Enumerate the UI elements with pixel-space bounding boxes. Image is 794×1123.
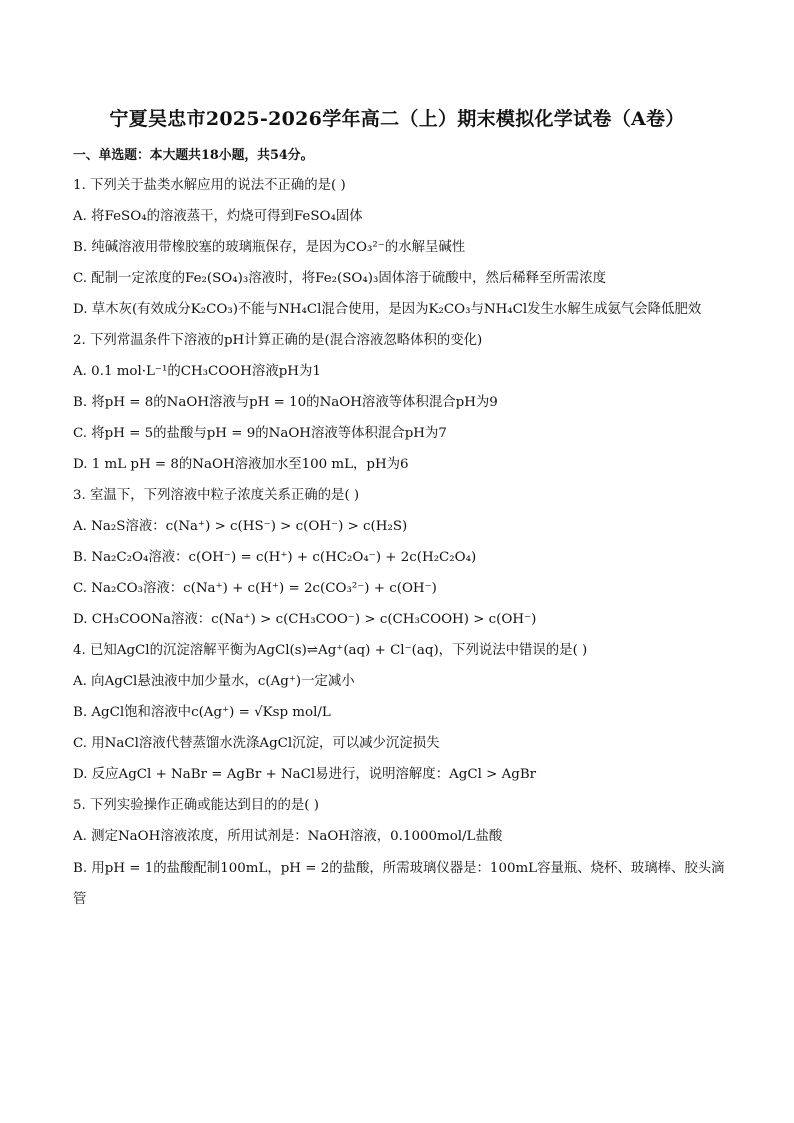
- question-4: 4. 已知AgCl的沉淀溶解平衡为AgCl(s)⇌Ag⁺(aq) + Cl⁻(aq)，下列说法中错误的是( ): [73, 643, 588, 658]
- q5-option-b: B. 用pH = 1的盐酸配制100mL，pH = 2的盐酸，所需玻璃仪器是：100mL容量瓶、烧杯、玻璃棒、胶头滴管: [73, 861, 725, 907]
- question-2: 2. 下列常温条件下溶液的pH计算正确的是(混合溶液忽略体积的变化): [73, 333, 483, 348]
- q2-option-b: B. 将pH = 8的NaOH溶液与pH = 10的NaOH溶液等体积混合pH为9: [73, 395, 498, 410]
- question-3: 3. 室温下，下列溶液中粒子浓度关系正确的是( ): [73, 488, 360, 503]
- q3-option-a: A. Na₂S溶液：c(Na⁺) > c(HS⁻) > c(OH⁻) > c(H₂S): [73, 519, 408, 534]
- q2-option-d: D. 1 mL pH = 8的NaOH溶液加水至100 mL，pH为6: [73, 457, 409, 472]
- q5-option-a: A. 测定NaOH溶液浓度，所用试剂是：NaOH溶液，0.1000mol/L盐酸: [73, 829, 503, 844]
- section-heading: 一、单选题：本大题共18小题，共54分。: [73, 148, 314, 163]
- question-1: 1. 下列关于盐类水解应用的说法不正确的是( ): [73, 178, 346, 193]
- q4-option-b: B. AgCl饱和溶液中c(Ag⁺) = √Ksp mol/L: [73, 705, 331, 720]
- question-5: 5. 下列实验操作正确或能达到目的的是( ): [73, 798, 319, 813]
- q4-option-a: A. 向AgCl悬浊液中加少量水，c(Ag⁺)一定减小: [73, 674, 355, 689]
- q2-option-a: A. 0.1 mol·L⁻¹的CH₃COOH溶液pH为1: [73, 364, 321, 379]
- q1-option-a: A. 将FeSO₄的溶液蒸干，灼烧可得到FeSO₄固体: [73, 209, 363, 224]
- exam-title: 宁夏吴忠市2025-2026学年高二（上）期末模拟化学试卷（A卷）: [109, 108, 685, 130]
- q1-option-b: B. 纯碱溶液用带橡胶塞的玻璃瓶保存，是因为CO₃²⁻的水解呈碱性: [73, 240, 466, 255]
- q1-option-c: C. 配制一定浓度的Fe₂(SO₄)₃溶液时，将Fe₂(SO₄)₃固体溶于硫酸中，然后稀释至所需浓度: [73, 271, 606, 286]
- q2-option-c: C. 将pH = 5的盐酸与pH = 9的NaOH溶液等体积混合pH为7: [73, 426, 447, 441]
- q3-option-d: D. CH₃COONa溶液：c(Na⁺) > c(CH₃COO⁻) > c(CH₃COOH) > c(OH⁻): [73, 612, 537, 627]
- q3-option-c: C. Na₂CO₃溶液：c(Na⁺) + c(H⁺) = 2c(CO₃²⁻) + c(OH⁻): [73, 581, 437, 596]
- q4-option-c: C. 用NaCl溶液代替蒸馏水洗涤AgCl沉淀，可以减少沉淀损失: [73, 736, 440, 751]
- q1-option-d: D. 草木灰(有效成分K₂CO₃)不能与NH₄Cl混合使用，是因为K₂CO₃与NH₄Cl发生水解生成氨气会降低肥效: [73, 302, 702, 317]
- q3-option-b: B. Na₂C₂O₄溶液：c(OH⁻) = c(H⁺) + c(HC₂O₄⁻) + 2c(H₂C₂O₄): [73, 550, 477, 565]
- q4-option-d: D. 反应AgCl + NaBr = AgBr + NaCl易进行，说明溶解度：AgCl > AgBr: [73, 767, 537, 782]
